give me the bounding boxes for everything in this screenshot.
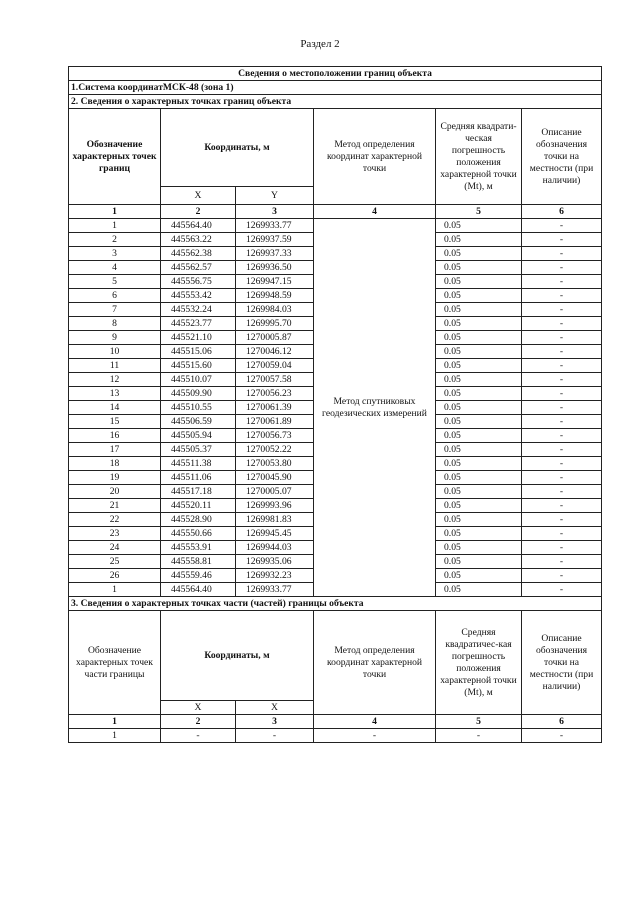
accuracy-value: - [436, 729, 522, 743]
point-number: 24 [69, 541, 161, 555]
coord-y: 1270005.07 [236, 485, 314, 499]
desc-value: - [522, 331, 602, 345]
coord-x: 445564.40 [161, 583, 236, 597]
desc-value: - [522, 233, 602, 247]
coord-x: 445558.81 [161, 555, 236, 569]
section-label: Раздел 2 [300, 38, 340, 50]
accuracy-value: 0.05 [436, 457, 522, 471]
point-number: 1 [69, 219, 161, 233]
accuracy-value: 0.05 [436, 555, 522, 569]
col-number: 1 [69, 205, 161, 219]
coord-x: 445563.22 [161, 233, 236, 247]
desc-value: - [522, 471, 602, 485]
accuracy-value: 0.05 [436, 289, 522, 303]
point-number: 11 [69, 359, 161, 373]
accuracy-value: 0.05 [436, 359, 522, 373]
coord-x: 445510.55 [161, 401, 236, 415]
coord-y: 1269936.50 [236, 261, 314, 275]
coord-x: 445562.38 [161, 247, 236, 261]
desc-value: - [522, 485, 602, 499]
desc-value: - [522, 513, 602, 527]
point-number: 17 [69, 443, 161, 457]
point-number: 1 [69, 583, 161, 597]
coord-x: 445509.90 [161, 387, 236, 401]
coord-y: 1269948.59 [236, 289, 314, 303]
coord-x: 445553.91 [161, 541, 236, 555]
coord-x: 445564.40 [161, 219, 236, 233]
coord-x: 445562.57 [161, 261, 236, 275]
header3-coords: Координаты, м [161, 611, 314, 701]
coord-x: 445510.07 [161, 373, 236, 387]
col-number: 4 [314, 205, 436, 219]
accuracy-value: 0.05 [436, 219, 522, 233]
coord-y: 1269944.03 [236, 541, 314, 555]
accuracy-value: 0.05 [436, 443, 522, 457]
desc-value: - [522, 261, 602, 275]
desc-value: - [522, 303, 602, 317]
point-number: 1 [69, 729, 161, 743]
accuracy-value: 0.05 [436, 485, 522, 499]
header-point: Обозначение характерных точек границ [69, 109, 161, 205]
desc-value: - [522, 345, 602, 359]
col-number: 6 [522, 205, 602, 219]
coord-y: 1270056.73 [236, 429, 314, 443]
header-x: X [161, 187, 236, 205]
coord-x: 445517.18 [161, 485, 236, 499]
accuracy-value: 0.05 [436, 541, 522, 555]
coord-x: 445559.46 [161, 569, 236, 583]
table-row [69, 729, 602, 743]
section3-title: 3. Сведения о характерных точках части (частей) границы объекта [69, 597, 602, 611]
coord-x: 445550.66 [161, 527, 236, 541]
coord-y: 1269933.77 [236, 219, 314, 233]
accuracy-value: 0.05 [436, 233, 522, 247]
accuracy-value: 0.05 [436, 513, 522, 527]
header3-accuracy: Средняя квадратичес-кая погрешность положения характерной точки (Mt), м [436, 611, 522, 715]
coord-y: 1269993.96 [236, 499, 314, 513]
point-number: 18 [69, 457, 161, 471]
desc-value: - [522, 359, 602, 373]
desc-value: - [522, 429, 602, 443]
point-number: 5 [69, 275, 161, 289]
coord-x: 445505.37 [161, 443, 236, 457]
col-number: 5 [436, 205, 522, 219]
desc-value: - [522, 499, 602, 513]
desc-value: - [522, 555, 602, 569]
accuracy-value: 0.05 [436, 429, 522, 443]
header-method: Метод определения координат характерной точки [314, 109, 436, 205]
point-number: 14 [69, 401, 161, 415]
point-number: 20 [69, 485, 161, 499]
point-number: 26 [69, 569, 161, 583]
header3-method: Метод определения координат характерной точки [314, 611, 436, 715]
accuracy-value: 0.05 [436, 331, 522, 345]
desc-value: - [522, 415, 602, 429]
accuracy-value: 0.05 [436, 261, 522, 275]
coord-y: 1270061.39 [236, 401, 314, 415]
coord-x: 445521.10 [161, 331, 236, 345]
accuracy-value: 0.05 [436, 471, 522, 485]
coord-y: 1269995.70 [236, 317, 314, 331]
coord-y: 1269932.23 [236, 569, 314, 583]
point-number: 10 [69, 345, 161, 359]
coord-x: 445511.06 [161, 471, 236, 485]
section2-title: 2. Сведения о характерных точках границ объекта [69, 95, 602, 109]
coord-y: 1269981.83 [236, 513, 314, 527]
desc-value: - [522, 289, 602, 303]
point-number: 8 [69, 317, 161, 331]
header3-y: X [236, 701, 314, 715]
coord-y: 1270046.12 [236, 345, 314, 359]
header-desc: Описание обозначения точки на местности (при наличии) [522, 109, 602, 205]
header-y: Y [236, 187, 314, 205]
coord-x: 445511.38 [161, 457, 236, 471]
coord-y: 1270053.80 [236, 457, 314, 471]
point-number: 16 [69, 429, 161, 443]
coord-y: 1270056.23 [236, 387, 314, 401]
desc-value: - [522, 527, 602, 541]
header3-point: Обозначение характерных точек части границы [69, 611, 161, 715]
header3-x: X [161, 701, 236, 715]
coord-x: 445556.75 [161, 275, 236, 289]
point-number: 15 [69, 415, 161, 429]
coord-y: 1270059.04 [236, 359, 314, 373]
coord-y: 1270005.87 [236, 331, 314, 345]
coord-y: 1270052.22 [236, 443, 314, 457]
point-number: 9 [69, 331, 161, 345]
coord-x: 445515.60 [161, 359, 236, 373]
table-row [69, 219, 602, 233]
method-value: - [314, 729, 436, 743]
coord-x: 445515.06 [161, 345, 236, 359]
point-number: 7 [69, 303, 161, 317]
desc-value: - [522, 541, 602, 555]
accuracy-value: 0.05 [436, 275, 522, 289]
header-coords: Координаты, м [161, 109, 314, 187]
accuracy-value: 0.05 [436, 499, 522, 513]
coord-y: 1269933.77 [236, 583, 314, 597]
point-number: 13 [69, 387, 161, 401]
coord-x: - [161, 729, 236, 743]
accuracy-value: 0.05 [436, 317, 522, 331]
col-number: 4 [314, 715, 436, 729]
desc-value: - [522, 219, 602, 233]
accuracy-value: 0.05 [436, 401, 522, 415]
desc-value: - [522, 457, 602, 471]
coord-x: 445523.77 [161, 317, 236, 331]
coord-y: 1269947.15 [236, 275, 314, 289]
accuracy-value: 0.05 [436, 345, 522, 359]
point-number: 23 [69, 527, 161, 541]
point-number: 12 [69, 373, 161, 387]
coord-y: 1269937.59 [236, 233, 314, 247]
coord-x: 445553.42 [161, 289, 236, 303]
accuracy-value: 0.05 [436, 569, 522, 583]
point-number: 2 [69, 233, 161, 247]
coord-y: 1269937.33 [236, 247, 314, 261]
desc-value: - [522, 387, 602, 401]
accuracy-value: 0.05 [436, 583, 522, 597]
point-number: 3 [69, 247, 161, 261]
coord-x: 445520.11 [161, 499, 236, 513]
coord-y: 1270045.90 [236, 471, 314, 485]
coord-x: 445505.94 [161, 429, 236, 443]
col-number: 3 [236, 715, 314, 729]
coord-y: 1270061.89 [236, 415, 314, 429]
coord-y: 1269984.03 [236, 303, 314, 317]
col-number: 2 [161, 205, 236, 219]
col-number: 6 [522, 715, 602, 729]
col-number: 1 [69, 715, 161, 729]
point-number: 19 [69, 471, 161, 485]
accuracy-value: 0.05 [436, 247, 522, 261]
coord-x: 445532.24 [161, 303, 236, 317]
desc-value: - [522, 275, 602, 289]
method-value: Метод спутниковых геодезических измерений [314, 219, 436, 597]
desc-value: - [522, 247, 602, 261]
desc-value: - [522, 443, 602, 457]
coord-y: 1270057.58 [236, 373, 314, 387]
point-number: 4 [69, 261, 161, 275]
desc-value: - [522, 373, 602, 387]
point-number: 6 [69, 289, 161, 303]
point-number: 22 [69, 513, 161, 527]
desc-value: - [522, 583, 602, 597]
coordinate-system: 1.Система координатМСК-48 (зона 1) [69, 81, 602, 95]
desc-value: - [522, 729, 602, 743]
desc-value: - [522, 569, 602, 583]
coord-y: 1269945.45 [236, 527, 314, 541]
coord-y: 1269935.06 [236, 555, 314, 569]
point-number: 25 [69, 555, 161, 569]
accuracy-value: 0.05 [436, 387, 522, 401]
point-number: 21 [69, 499, 161, 513]
col-number: 3 [236, 205, 314, 219]
coord-x: 445528.90 [161, 513, 236, 527]
desc-value: - [522, 317, 602, 331]
accuracy-value: 0.05 [436, 373, 522, 387]
accuracy-value: 0.05 [436, 527, 522, 541]
accuracy-value: 0.05 [436, 415, 522, 429]
col-number: 2 [161, 715, 236, 729]
header-accuracy: Средняя квадрати-ческая погрешность положения характерной точки (Mt), м [436, 109, 522, 205]
desc-value: - [522, 401, 602, 415]
accuracy-value: 0.05 [436, 303, 522, 317]
coord-x: 445506.59 [161, 415, 236, 429]
table-title: Сведения о местоположении границ объекта [69, 67, 602, 81]
header3-desc: Описание обозначения точки на местности (при наличии) [522, 611, 602, 715]
coord-y: - [236, 729, 314, 743]
boundary-table [68, 66, 602, 743]
col-number: 5 [436, 715, 522, 729]
